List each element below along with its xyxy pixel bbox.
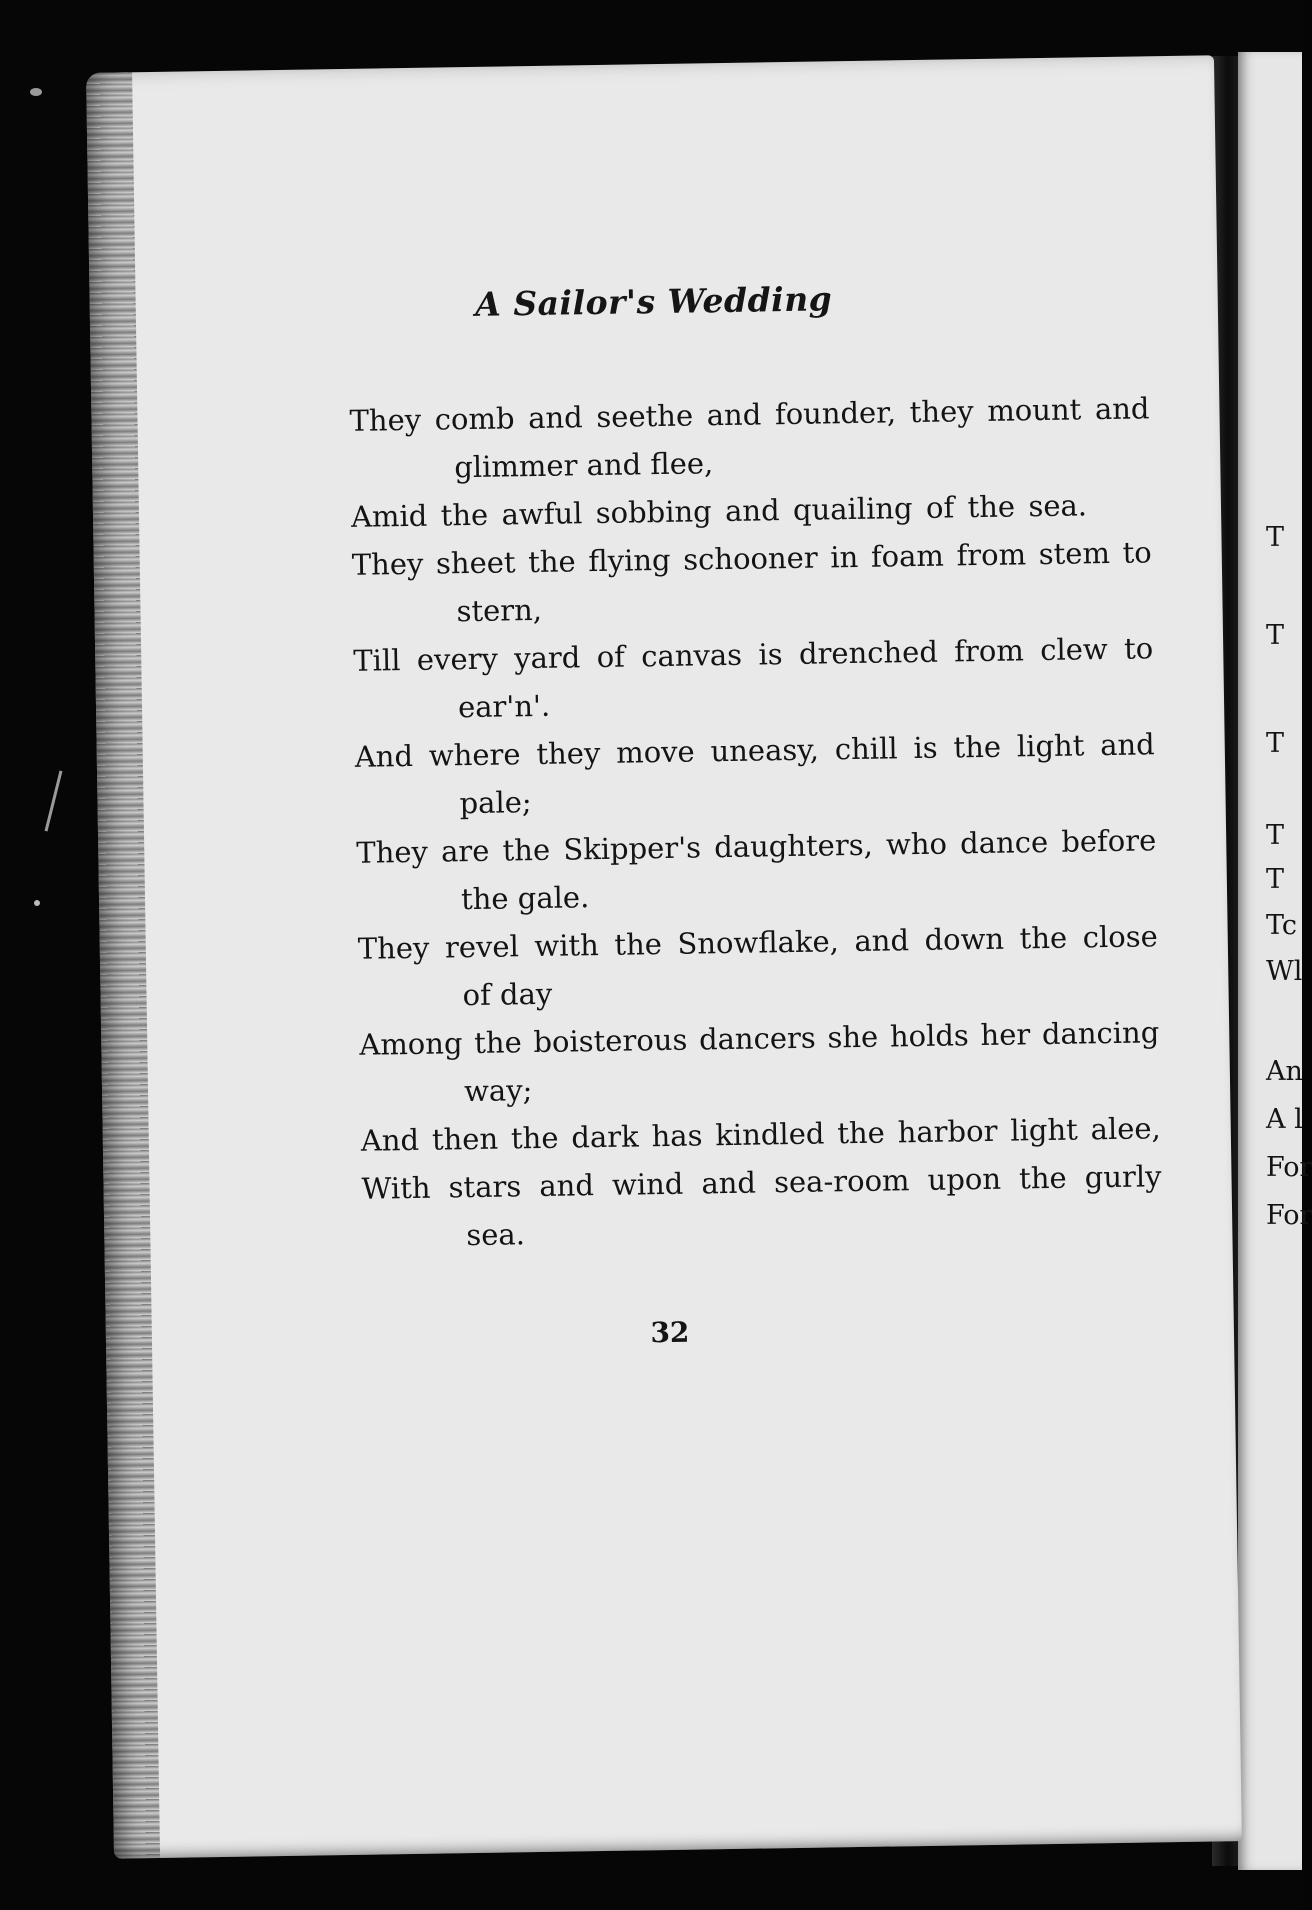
poem-line: stern, <box>456 592 543 629</box>
poem-line: They revel with the Snowflake, and down the close <box>357 919 1159 966</box>
poem-line: the gale. <box>460 880 590 917</box>
facing-page-fragment: T <box>1266 820 1285 851</box>
poem-line: And where they move uneasy, chill is the light and <box>354 727 1155 774</box>
facing-page-fragment: For <box>1266 1152 1312 1183</box>
poem-line: Amid the awful sobbing and quailing of the sea. <box>350 488 1088 534</box>
poem-line: sea. <box>466 1217 526 1253</box>
poem-line: And then the dark has kindled the harbor light alee, <box>360 1111 1162 1158</box>
facing-page <box>1238 52 1312 1870</box>
facing-page-fragment: T <box>1266 728 1285 759</box>
facing-page-fragment: An <box>1266 1056 1303 1087</box>
book-page <box>86 55 1242 1858</box>
poem-line: of day <box>462 976 553 1013</box>
poem-line: They comb and seethe and founder, they mount and <box>349 391 1150 438</box>
poem-line: Among the boisterous dancers she holds her dancing <box>359 1015 1160 1062</box>
page-number: 32 <box>650 1315 690 1350</box>
facing-page-fragment: Wl <box>1266 956 1303 987</box>
poem-line: They sheet the flying schooner in foam from stem to <box>351 535 1152 582</box>
poem-line: With stars and wind and sea-room upon the gurly <box>361 1159 1162 1206</box>
dust-speck <box>30 88 42 96</box>
poem-line: pale; <box>459 785 532 821</box>
page-title: A Sailor's Wedding <box>474 279 833 324</box>
facing-page-fragment: Tc <box>1266 910 1298 941</box>
dust-speck <box>34 900 40 906</box>
poem-line: glimmer and flee, <box>454 446 714 485</box>
poem-line: ear'n'. <box>457 688 551 725</box>
facing-page-fragment: T <box>1266 864 1285 895</box>
poem-block <box>86 55 1242 1858</box>
facing-page-fragment: For <box>1266 1200 1312 1231</box>
facing-page-fragment: A l <box>1266 1104 1303 1135</box>
poem-line: way; <box>463 1073 533 1109</box>
poem-line: Till every yard of canvas is drenched from clew to <box>353 631 1154 678</box>
facing-page-fragment: T <box>1266 620 1285 651</box>
poem-line: They are the Skipper's daughters, who dance before <box>356 823 1157 870</box>
facing-page-fragment: T <box>1266 522 1285 553</box>
